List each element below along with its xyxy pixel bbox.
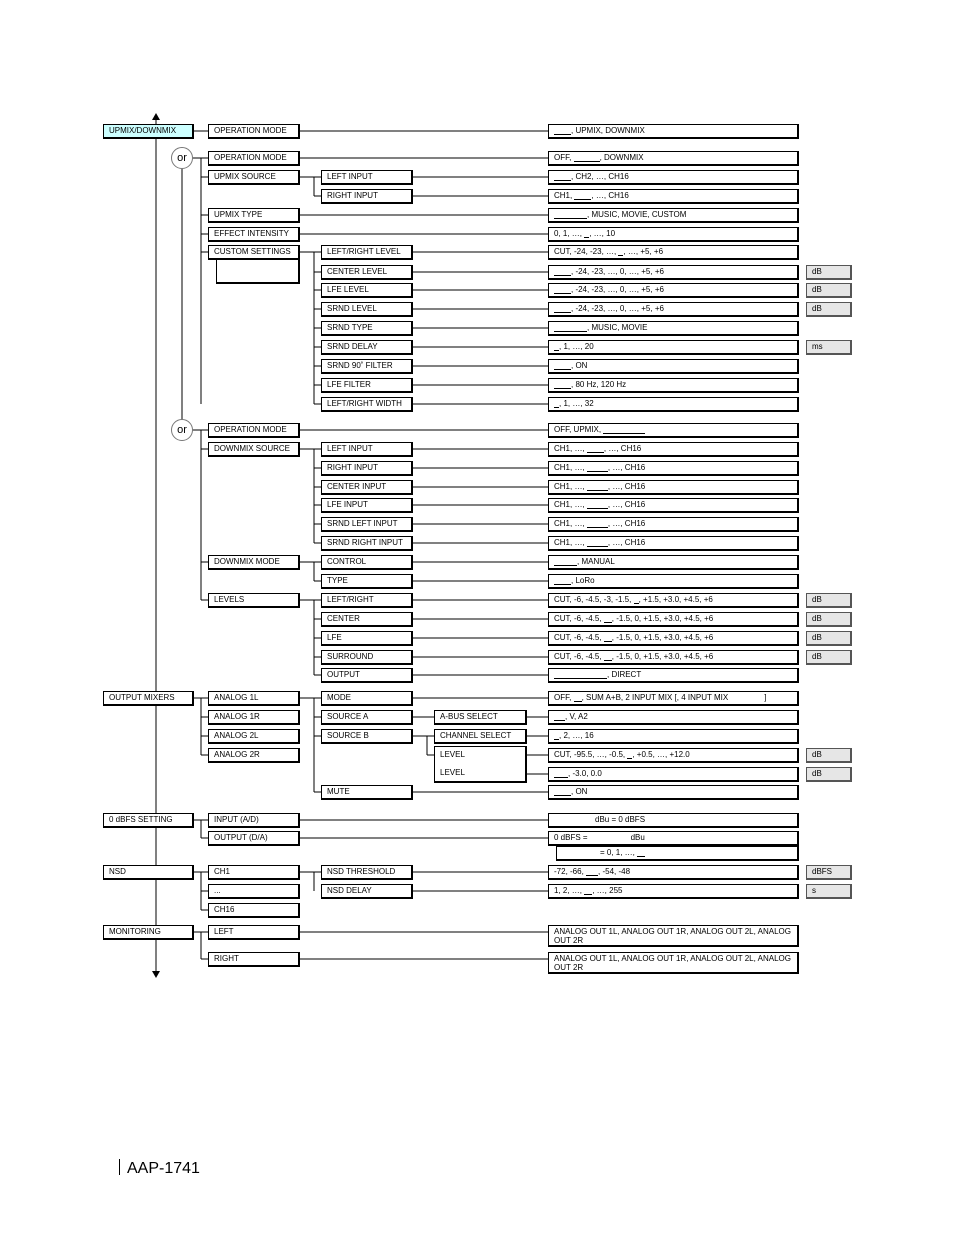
blank-field: [554, 575, 571, 585]
blank-field: [554, 379, 571, 389]
menu-control[interactable]: CONTROL: [321, 555, 413, 570]
value-text: , …, CH16: [607, 482, 646, 491]
menu-levels-lfe[interactable]: LFE: [321, 631, 413, 646]
value-text: CUT, -6, -4.5,: [554, 652, 604, 661]
menu-level-2[interactable]: LEVEL: [440, 768, 465, 777]
value-text: , MUSIC, MOVIE: [587, 323, 648, 332]
blank-field: [604, 632, 612, 642]
value-text: , -24, -23, …, 0, …, +5, +6: [571, 304, 664, 313]
blank-field: [554, 266, 571, 276]
value-lr-level[interactable]: [548, 245, 799, 260]
menu-custom-settings[interactable]: CUSTOM SETTINGS: [208, 245, 300, 260]
menu-dm-left-input[interactable]: LEFT INPUT: [321, 442, 413, 457]
value-upmix-left-input[interactable]: [548, 170, 799, 185]
value-text: CH1, …,: [554, 519, 587, 528]
value-srnd-type[interactable]: [548, 321, 799, 336]
menu-levels-output[interactable]: OUTPUT: [321, 668, 413, 683]
menu-levels[interactable]: LEVELS: [208, 593, 300, 608]
value-text: , +0.5, …, +12.0: [632, 750, 690, 759]
menu-center-input[interactable]: CENTER INPUT: [321, 480, 413, 495]
menu-left-input[interactable]: LEFT INPUT: [321, 170, 413, 185]
menu-operation-mode[interactable]: OPERATION MODE: [208, 124, 300, 139]
value-dm-left-input[interactable]: [548, 442, 799, 457]
unit-badge: dB: [806, 650, 852, 665]
or-branch-marker: or: [171, 147, 193, 169]
value-text: dBu = 0 dBFS: [595, 815, 646, 824]
value-text: = 0, 1, …,: [600, 848, 638, 857]
value-dm-right-input[interactable]: [548, 461, 799, 476]
menu-dm-right-input[interactable]: RIGHT INPUT: [321, 461, 413, 476]
menu-operation-mode[interactable]: OPERATION MODE: [208, 151, 300, 166]
blank-field: [574, 692, 582, 702]
menu-left-right-level[interactable]: LEFT/RIGHT LEVEL: [321, 245, 413, 260]
menu-srnd-90-filter[interactable]: SRND 90˚ FILTER: [321, 359, 413, 374]
value-upmix-right-input[interactable]: [548, 189, 799, 204]
menu-type[interactable]: TYPE: [321, 574, 413, 589]
value-dm-srnd-left-input[interactable]: [548, 517, 799, 532]
value-text: , MUSIC, MOVIE, CUSTOM: [587, 210, 687, 219]
value-center-level[interactable]: [548, 265, 799, 280]
menu-srnd-type[interactable]: SRND TYPE: [321, 321, 413, 336]
menu-channel-select[interactable]: CHANNEL SELECT: [434, 729, 527, 744]
menu-lfe-filter[interactable]: LFE FILTER: [321, 378, 413, 393]
value-operation-mode-1[interactable]: [548, 124, 799, 139]
value-text: CUT, -6, -4.5, -3, -1.5,: [554, 595, 634, 604]
menu-levels-left-right[interactable]: LEFT/RIGHT: [321, 593, 413, 608]
value-text: 1, 2, …,: [554, 886, 585, 895]
value-text: , -1.5, 0, +1.5, +3.0, +4.5, +6: [611, 614, 714, 623]
value-text: , MANUAL: [577, 557, 615, 566]
blank-field: [603, 424, 645, 434]
menu-right-input[interactable]: RIGHT INPUT: [321, 189, 413, 204]
value-text: , DIRECT: [607, 670, 642, 679]
menu-upmix-downmix[interactable]: UPMIX/DOWNMIX: [103, 124, 194, 139]
value-text: CUT, -6, -4.5,: [554, 633, 604, 642]
value-text: , ON: [571, 787, 588, 796]
value-levels-center[interactable]: [548, 612, 799, 627]
menu-analog-2r[interactable]: ANALOG 2R: [208, 748, 300, 763]
unit-badge: dB: [806, 593, 852, 608]
value-lfe-filter[interactable]: [548, 378, 799, 393]
menu-srnd-level[interactable]: SRND LEVEL: [321, 302, 413, 317]
value-levels-lfe[interactable]: [548, 631, 799, 646]
blank-field: [554, 284, 571, 294]
value-text: , LoRo: [571, 576, 595, 585]
value-levels-surround[interactable]: [548, 650, 799, 665]
value-text: CH1, …,: [554, 482, 587, 491]
value-srnd-level[interactable]: [548, 302, 799, 317]
menu-nsd-delay[interactable]: NSD DELAY: [321, 884, 413, 899]
menu-analog-1r[interactable]: ANALOG 1R: [208, 710, 300, 725]
value-level-2[interactable]: [548, 767, 799, 782]
menu-srnd-right-input[interactable]: SRND RIGHT INPUT: [321, 536, 413, 551]
value-text: , 2, …, 16: [559, 731, 594, 740]
value-output-da[interactable]: [548, 831, 799, 846]
menu-srnd-delay[interactable]: SRND DELAY: [321, 340, 413, 355]
value-operation-mode-2[interactable]: [548, 151, 799, 166]
value-text: , -24, -23, …, 0, …, +5, +6: [571, 285, 664, 294]
menu-source-a[interactable]: SOURCE A: [321, 710, 413, 725]
value-text: , …, CH16: [607, 538, 646, 547]
blank-field: [554, 322, 587, 332]
page-footer: [119, 1159, 200, 1179]
blank-field: [554, 768, 568, 778]
blank-field: [586, 866, 598, 876]
value-text: , …, CH16: [603, 444, 642, 453]
blank-field: [554, 303, 571, 313]
unit-badge: dB: [806, 612, 852, 627]
menu-upmix-type[interactable]: UPMIX TYPE: [208, 208, 300, 223]
unit-badge: dB: [806, 265, 852, 280]
blank-field: [554, 171, 571, 181]
blank-field: [604, 651, 612, 661]
unit-badge: dB: [806, 283, 852, 298]
value-text: CUT, -24, -23, …,: [554, 247, 619, 256]
menu-lfe-level[interactable]: LFE LEVEL: [321, 283, 413, 298]
value-dm-srnd-right-input[interactable]: [548, 536, 799, 551]
value-text: , 1, …, 32: [559, 399, 594, 408]
menu-output-mixers[interactable]: OUTPUT MIXERS: [103, 691, 194, 706]
blank-field: [587, 499, 608, 509]
value-text: , -24, -23, …, 0, …, +5, +6: [571, 267, 664, 276]
value-text: CH1,: [554, 191, 575, 200]
unit-badge: dBFS: [806, 865, 852, 880]
value-text: OFF,: [554, 693, 574, 702]
value-lr-width[interactable]: [548, 397, 799, 412]
value-text: , SUM A+B, 2 INPUT MIX [, 4 INPUT MIX: [581, 693, 729, 702]
unit-badge: dB: [806, 767, 852, 782]
value-input-ad[interactable]: [548, 813, 799, 828]
menu-nsd[interactable]: NSD: [103, 865, 194, 880]
value-text: CH1, …,: [554, 538, 587, 547]
menu-level-1[interactable]: LEVEL: [440, 750, 465, 759]
value-text: 0, 1, …,: [554, 229, 585, 238]
value-text: , -3.0, 0.0: [568, 769, 602, 778]
value-operation-mode-3[interactable]: [548, 423, 799, 438]
blank-field: [587, 518, 608, 528]
value-nsd-delay[interactable]: [548, 884, 799, 899]
value-text: , DOWNMIX: [599, 153, 644, 162]
unit-badge: dB: [806, 748, 852, 763]
value-monitor-left[interactable]: ANALOG OUT 1L, ANALOG OUT 1R, ANALOG OUT 2L, ANALOG OUT 2R: [548, 925, 799, 947]
value-text: , -54, -48: [598, 867, 631, 876]
unit-badge: ms: [806, 340, 852, 355]
blank-field: [554, 125, 571, 135]
value-dm-center-input[interactable]: [548, 480, 799, 495]
blank-field: [554, 556, 577, 566]
value-text: OFF, UPMIX,: [554, 425, 604, 434]
unit-badge: dB: [806, 631, 852, 646]
menu-a-bus-select[interactable]: A-BUS SELECT: [434, 710, 527, 725]
blank-field: [574, 190, 591, 200]
value-text: , CH2, …, CH16: [571, 172, 629, 181]
blank-field: [604, 613, 612, 623]
value-text: , …, 255: [592, 886, 623, 895]
blank-field: [554, 209, 587, 219]
value-srnd-delay[interactable]: [548, 340, 799, 355]
menu-lfe-input[interactable]: LFE INPUT: [321, 498, 413, 513]
value-text: , …, +5, +6: [623, 247, 664, 256]
menu-srnd-left-input[interactable]: SRND LEFT INPUT: [321, 517, 413, 532]
value-a-bus-select[interactable]: [548, 710, 799, 725]
menu-nsd-ch16[interactable]: CH16: [208, 903, 300, 918]
value-upmix-type[interactable]: [548, 208, 799, 223]
value-text: , 80 Hz, 120 Hz: [571, 380, 627, 389]
blank-field: [554, 669, 607, 679]
value-text: CH1, …,: [554, 444, 587, 453]
value-lfe-level[interactable]: [548, 283, 799, 298]
menu-center-level[interactable]: CENTER LEVEL: [321, 265, 413, 280]
value-text: , …, 10: [589, 229, 616, 238]
value-monitor-right[interactable]: ANALOG OUT 1L, ANALOG OUT 1R, ANALOG OUT 2L, ANALOG OUT 2R: [548, 952, 799, 974]
value-text: CH1, …,: [554, 500, 587, 509]
value-dm-lfe-input[interactable]: [548, 498, 799, 513]
blank-field: [587, 537, 608, 547]
blank-field: [554, 711, 565, 721]
menu-left-right-width[interactable]: LEFT/RIGHT WIDTH: [321, 397, 413, 412]
menu-mode[interactable]: MODE: [321, 691, 413, 706]
menu-nsd-threshold[interactable]: NSD THRESHOLD: [321, 865, 413, 880]
or-branch-marker: or: [171, 419, 193, 441]
menu-nsd-ch1[interactable]: CH1: [208, 865, 300, 880]
blank-field: [587, 481, 608, 491]
value-text: , -1.5, 0, +1.5, +3.0, +4.5, +6: [611, 652, 714, 661]
blank-field: [574, 152, 600, 162]
value-text: , 1, …, 20: [559, 342, 594, 351]
value-text: , -1.5, 0, +1.5, +3.0, +4.5, +6: [611, 633, 714, 642]
value-text: , …, CH16: [607, 500, 646, 509]
value-text: , …, CH16: [607, 463, 646, 472]
value-text: dBu: [630, 833, 645, 842]
menu-effect-intensity[interactable]: EFFECT INTENSITY: [208, 227, 300, 242]
menu-monitoring[interactable]: MONITORING: [103, 925, 194, 940]
menu-output-da[interactable]: OUTPUT (D/A): [208, 831, 300, 846]
menu-input-ad[interactable]: INPUT (A/D): [208, 813, 300, 828]
menu-upmix-source[interactable]: UPMIX SOURCE: [208, 170, 300, 185]
value-levels-left-right[interactable]: [548, 593, 799, 608]
value-text: -72, -66,: [554, 867, 587, 876]
custom-settings-stack: [216, 259, 300, 284]
menu-monitor-left[interactable]: LEFT: [208, 925, 300, 940]
menu-levels-surround[interactable]: SURROUND: [321, 650, 413, 665]
menu-operation-mode[interactable]: OPERATION MODE: [208, 423, 300, 438]
value-text: 0 dBFS =: [554, 833, 588, 842]
menu-0dbfs-setting[interactable]: 0 dBFS SETTING: [103, 813, 194, 828]
arrow-down-icon: [152, 971, 160, 978]
menu-analog-1l[interactable]: ANALOG 1L: [208, 691, 300, 706]
unit-badge: dB: [806, 302, 852, 317]
menu-monitor-right[interactable]: RIGHT: [208, 952, 300, 967]
value-mode[interactable]: [548, 691, 799, 706]
value-effect-intensity[interactable]: [548, 227, 799, 242]
model-name: AAP-1741: [127, 1160, 200, 1177]
menu-analog-2l[interactable]: ANALOG 2L: [208, 729, 300, 744]
unit-badge: s: [806, 884, 852, 899]
value-levels-output[interactable]: [548, 668, 799, 683]
menu-source-b[interactable]: SOURCE B: [321, 729, 413, 744]
menu-levels-center[interactable]: CENTER: [321, 612, 413, 627]
value-text: , +1.5, +3.0, +4.5, +6: [638, 595, 713, 604]
value-channel-select[interactable]: [548, 729, 799, 744]
value-text: CUT, -6, -4.5,: [554, 614, 604, 623]
value-text: ]: [764, 693, 767, 702]
blank-field: [554, 360, 571, 370]
value-srnd-90-filter[interactable]: [548, 359, 799, 374]
blank-field: [587, 462, 608, 472]
value-text: , …, CH16: [607, 519, 646, 528]
value-output-da-step[interactable]: [556, 846, 799, 861]
value-mute[interactable]: [548, 785, 799, 800]
menu-downmix-source[interactable]: DOWNMIX SOURCE: [208, 442, 300, 457]
value-type[interactable]: [548, 574, 799, 589]
value-text: CUT, -95.5, …, -0.5,: [554, 750, 628, 759]
menu-nsd-ellipsis[interactable]: ...: [208, 884, 300, 899]
value-text: , …, CH16: [591, 191, 629, 200]
value-text: , ON: [571, 361, 588, 370]
value-text: , UPMIX, DOWNMIX: [571, 126, 645, 135]
value-level-1[interactable]: [548, 748, 799, 763]
value-nsd-threshold[interactable]: [548, 865, 799, 880]
menu-downmix-mode[interactable]: DOWNMIX MODE: [208, 555, 300, 570]
blank-field: [554, 786, 571, 796]
value-text: CH1, …,: [554, 463, 587, 472]
footer-divider: [119, 1159, 120, 1175]
blank-field: [637, 847, 645, 857]
value-text: , V, A2: [565, 712, 588, 721]
menu-mute[interactable]: MUTE: [321, 785, 413, 800]
arrow-up-icon: [152, 113, 160, 120]
blank-field: [587, 443, 604, 453]
value-control[interactable]: [548, 555, 799, 570]
value-text: OFF,: [554, 153, 574, 162]
